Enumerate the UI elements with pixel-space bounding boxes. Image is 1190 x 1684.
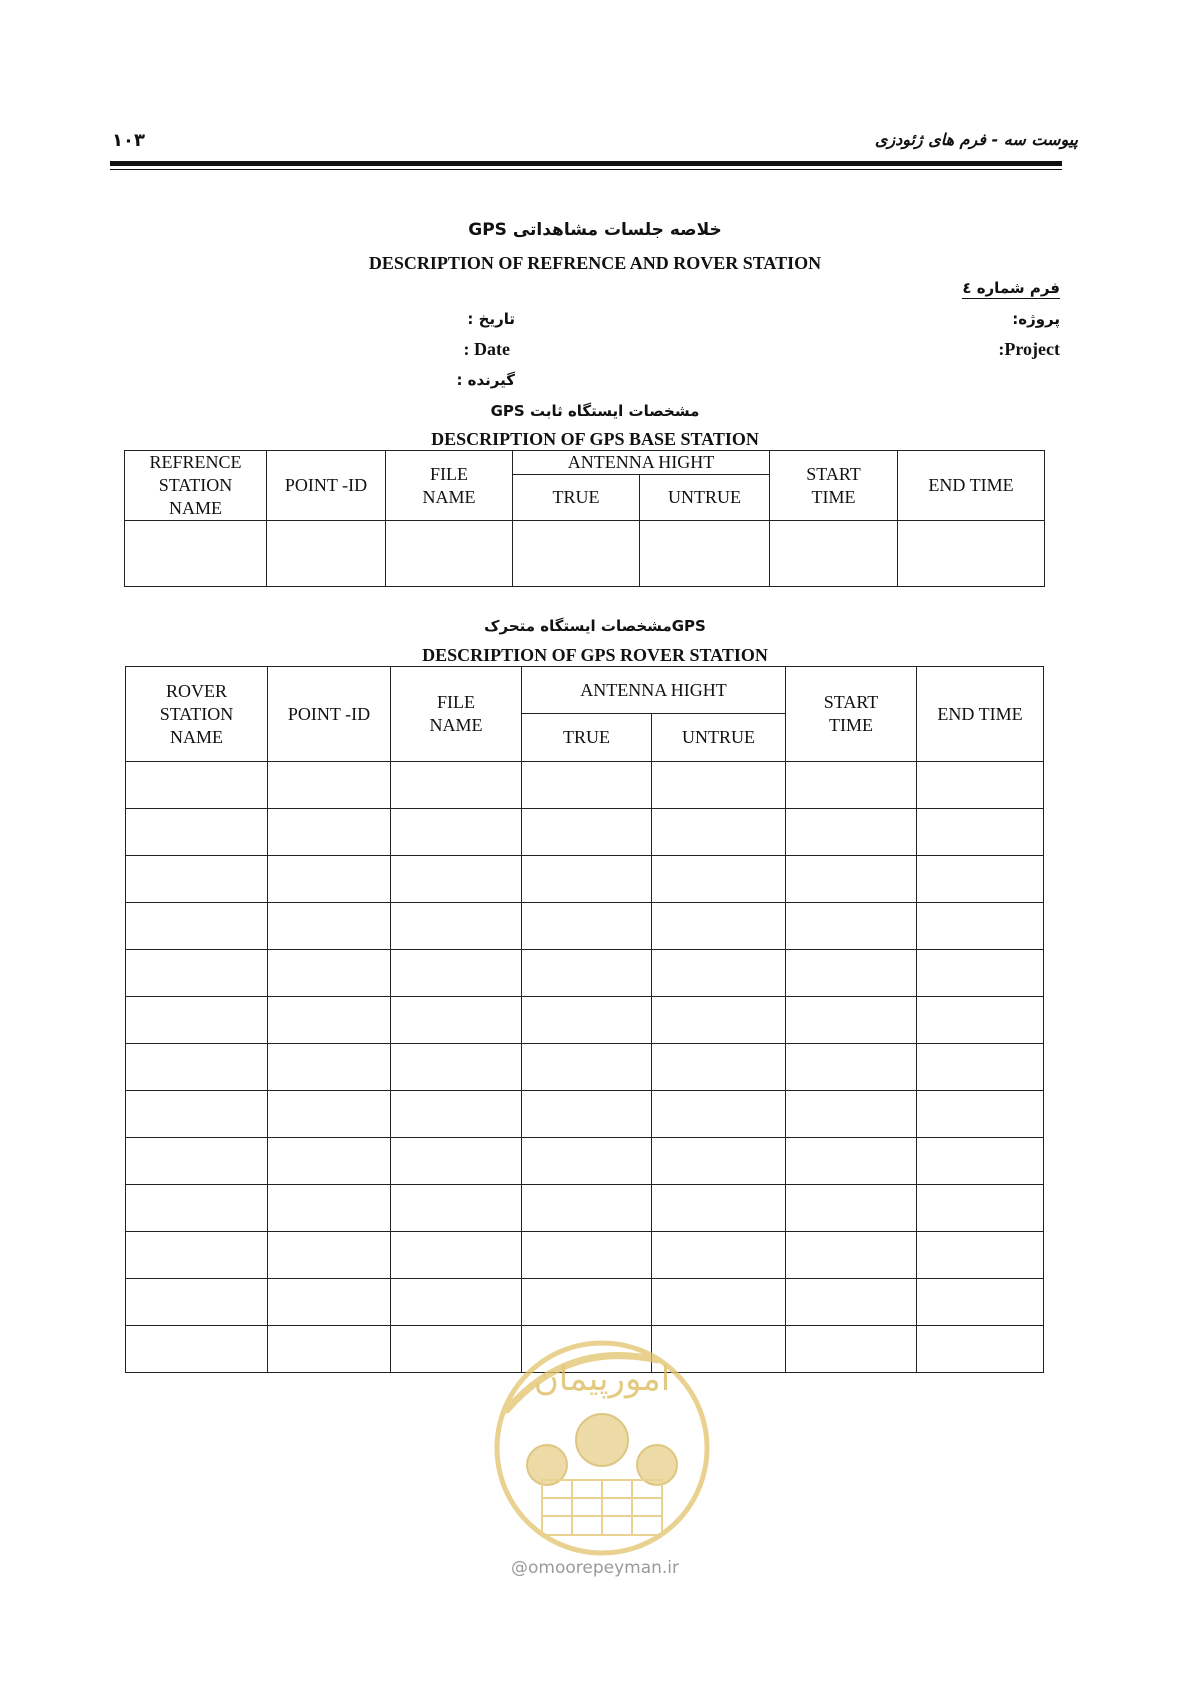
date-label-fa: تاریخ : (467, 310, 515, 328)
input-cell[interactable] (126, 1279, 268, 1326)
header-file-name: FILE NAME (386, 451, 513, 521)
table-row (126, 1138, 1044, 1185)
input-cell[interactable] (652, 1232, 786, 1279)
gear-logo-icon (527, 1414, 677, 1485)
project-label-en: :Project (998, 339, 1060, 359)
header-file-name: FILE NAME (391, 667, 522, 762)
header-start-time: START TIME (786, 667, 917, 762)
input-cell[interactable] (125, 521, 267, 587)
input-cell[interactable] (786, 1138, 917, 1185)
input-cell[interactable] (652, 950, 786, 997)
input-cell[interactable] (391, 1091, 522, 1138)
input-cell[interactable] (522, 809, 652, 856)
input-cell[interactable] (391, 1138, 522, 1185)
table-row (126, 1279, 1044, 1326)
input-cell[interactable] (786, 1232, 917, 1279)
input-cell[interactable] (267, 521, 386, 587)
input-cell[interactable] (268, 1044, 391, 1091)
input-cell[interactable] (786, 1091, 917, 1138)
input-cell[interactable] (522, 1044, 652, 1091)
logo-text: امورپیمان (533, 1359, 671, 1399)
input-cell[interactable] (652, 762, 786, 809)
form-number: فرم شماره ٤ (962, 279, 1060, 297)
input-cell[interactable] (786, 1326, 917, 1373)
input-cell[interactable] (268, 762, 391, 809)
page-number: ۱۰۳ (112, 130, 145, 151)
input-cell[interactable] (917, 1044, 1044, 1091)
input-cell[interactable] (391, 950, 522, 997)
base-station-table (124, 450, 1045, 587)
header-untrue: UNTRUE (652, 714, 786, 762)
input-cell[interactable] (126, 1044, 268, 1091)
input-cell[interactable] (652, 1044, 786, 1091)
table-row (126, 1044, 1044, 1091)
input-cell[interactable] (786, 856, 917, 903)
input-cell[interactable] (522, 856, 652, 903)
table-row (126, 856, 1044, 903)
rover-section-title-fa: GPSمشخصات ایستگاه متحرک (484, 617, 706, 635)
input-cell[interactable] (126, 809, 268, 856)
input-cell[interactable] (917, 1279, 1044, 1326)
watermark-logo (487, 1330, 717, 1560)
date-label-en: : Date (463, 339, 510, 359)
header-start-time: START TIME (770, 451, 898, 521)
input-cell[interactable] (391, 856, 522, 903)
header-point-id: POINT -ID (268, 667, 391, 762)
input-cell[interactable] (391, 809, 522, 856)
input-cell[interactable] (513, 521, 640, 587)
input-cell[interactable] (268, 1326, 391, 1373)
input-cell[interactable] (917, 1326, 1044, 1373)
input-cell[interactable] (391, 1185, 522, 1232)
input-cell[interactable] (652, 809, 786, 856)
input-cell[interactable] (652, 856, 786, 903)
input-cell[interactable] (522, 1138, 652, 1185)
input-cell[interactable] (786, 762, 917, 809)
input-cell[interactable] (268, 809, 391, 856)
input-cell[interactable] (126, 1091, 268, 1138)
input-cell[interactable] (268, 903, 391, 950)
input-cell[interactable] (770, 521, 898, 587)
input-cell[interactable] (522, 997, 652, 1044)
input-cell[interactable] (652, 1138, 786, 1185)
input-cell[interactable] (786, 1185, 917, 1232)
table-row (126, 903, 1044, 950)
input-cell[interactable] (126, 1185, 268, 1232)
input-cell[interactable] (268, 950, 391, 997)
input-cell[interactable] (522, 1232, 652, 1279)
table-row (125, 521, 1045, 587)
rover-rows (126, 762, 1044, 1373)
input-cell[interactable] (898, 521, 1045, 587)
header-end-time: END TIME (898, 451, 1045, 521)
header-antenna-hight: ANTENNA HIGHT (522, 667, 786, 714)
input-cell[interactable] (652, 903, 786, 950)
table-row (126, 1232, 1044, 1279)
input-cell[interactable] (126, 762, 268, 809)
input-cell[interactable] (126, 903, 268, 950)
input-cell[interactable] (652, 1279, 786, 1326)
input-cell[interactable] (917, 1138, 1044, 1185)
table-row (126, 950, 1044, 997)
header-antenna-hight: ANTENNA HIGHT (513, 451, 770, 475)
project-label-fa: پروژه: (1012, 310, 1060, 328)
receiver-label-fa: گیرنده : (456, 371, 515, 389)
input-cell[interactable] (786, 809, 917, 856)
page-title-fa: خلاصه جلسات مشاهداتی GPS (468, 220, 722, 240)
input-cell[interactable] (917, 997, 1044, 1044)
header-true: TRUE (522, 714, 652, 762)
base-section-title-en: DESCRIPTION OF GPS BASE STATION (431, 429, 759, 449)
input-cell[interactable] (786, 903, 917, 950)
watermark-site: @omoorepeyman.ir (510, 1558, 680, 1578)
input-cell[interactable] (268, 1232, 391, 1279)
rover-station-table (125, 666, 1044, 1373)
input-cell[interactable] (917, 1185, 1044, 1232)
rover-section-title-en: DESCRIPTION OF GPS ROVER STATION (422, 645, 768, 665)
input-cell[interactable] (522, 1279, 652, 1326)
chapter-title: پیوست سه - فرم های ژئودزی (874, 130, 1078, 149)
input-cell[interactable] (391, 997, 522, 1044)
input-cell[interactable] (126, 1326, 268, 1373)
input-cell[interactable] (126, 950, 268, 997)
input-cell[interactable] (917, 1091, 1044, 1138)
input-cell[interactable] (917, 903, 1044, 950)
input-cell[interactable] (522, 903, 652, 950)
input-cell[interactable] (268, 1185, 391, 1232)
input-cell[interactable] (391, 762, 522, 809)
header-untrue: UNTRUE (640, 475, 770, 521)
input-cell[interactable] (917, 762, 1044, 809)
input-cell[interactable] (786, 997, 917, 1044)
input-cell[interactable] (268, 1138, 391, 1185)
input-cell[interactable] (522, 762, 652, 809)
input-cell[interactable] (126, 1138, 268, 1185)
input-cell[interactable] (917, 809, 1044, 856)
header-rule-thick (110, 161, 1062, 166)
table-row (126, 762, 1044, 809)
base-section-title-fa: مشخصات ایستگاه ثابت GPS (490, 402, 700, 420)
input-cell[interactable] (652, 1091, 786, 1138)
input-cell[interactable] (386, 521, 513, 587)
table-row (126, 809, 1044, 856)
input-cell[interactable] (268, 856, 391, 903)
input-cell[interactable] (652, 1185, 786, 1232)
input-cell[interactable] (522, 1185, 652, 1232)
table-row (126, 997, 1044, 1044)
page-title-en: DESCRIPTION OF REFRENCE AND ROVER STATION (368, 253, 822, 273)
input-cell[interactable] (522, 950, 652, 997)
input-cell[interactable] (126, 997, 268, 1044)
input-cell[interactable] (268, 997, 391, 1044)
table-row (126, 1185, 1044, 1232)
input-cell[interactable] (522, 1091, 652, 1138)
header-end-time: END TIME (917, 667, 1044, 762)
header-point-id: POINT -ID (267, 451, 386, 521)
input-cell[interactable] (786, 1279, 917, 1326)
input-cell[interactable] (126, 856, 268, 903)
input-cell[interactable] (652, 997, 786, 1044)
input-cell[interactable] (268, 1091, 391, 1138)
input-cell[interactable] (917, 856, 1044, 903)
header-station-name: REFRENCE STATION NAME (125, 451, 267, 521)
input-cell[interactable] (391, 903, 522, 950)
input-cell[interactable] (391, 1279, 522, 1326)
input-cell[interactable] (917, 1232, 1044, 1279)
input-cell[interactable] (391, 1044, 522, 1091)
header-rule-thin (110, 169, 1062, 170)
input-cell[interactable] (786, 950, 917, 997)
input-cell[interactable] (640, 521, 770, 587)
logo-grid (542, 1480, 662, 1535)
input-cell[interactable] (126, 1232, 268, 1279)
header-true: TRUE (513, 475, 640, 521)
input-cell[interactable] (268, 1279, 391, 1326)
input-cell[interactable] (917, 950, 1044, 997)
table-row (126, 1091, 1044, 1138)
input-cell[interactable] (391, 1232, 522, 1279)
header-station-name: ROVER STATION NAME (126, 667, 268, 762)
input-cell[interactable] (786, 1044, 917, 1091)
